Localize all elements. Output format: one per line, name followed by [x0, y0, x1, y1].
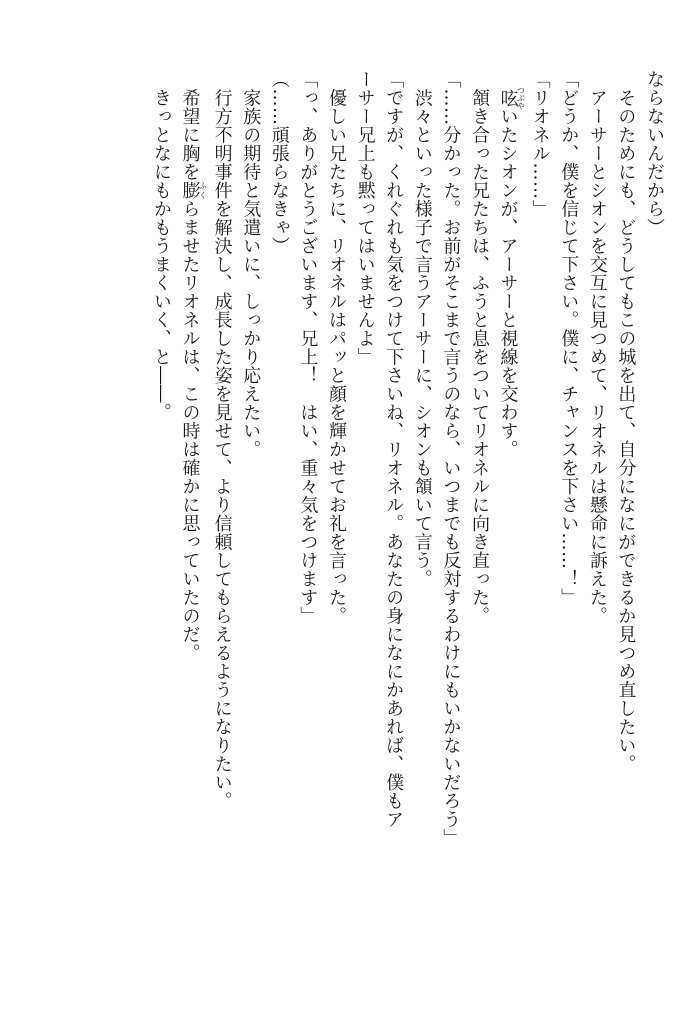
ruby-reading-tsubuya: つぶや: [516, 85, 526, 110]
ruby-reading-fuku: ふく: [198, 181, 208, 200]
text-line-8: 「……分かった。お前がそこまで言うのなら、いつまでも反対するわけにもいかないだろう」: [440, 70, 462, 847]
text-line-12: 優しい兄たちに、リオネルはパッと顔を輝かせてお礼を言った。: [325, 70, 347, 625]
ruby-base-fuku: 膨: [179, 181, 201, 200]
vertical-text-block: [146, 70, 668, 950]
text-line-11: ーサー兄上も黙ってはいませんよ」: [354, 70, 376, 366]
text-line-3: アーサーとシオンを交互に見つめて、リオネルは懸命に訴えた。: [586, 70, 608, 625]
text-line-5: 「リオネル……」: [529, 70, 551, 218]
text-line-9: 渋々といった様子で言うアーサーに、シオンも頷いて言う。: [411, 70, 433, 588]
text-line-2: そのためにも、どうしてもこの城を出て、自分になにができるか見つめ直したい。: [615, 70, 637, 773]
text-line-4: 「どうか、僕を信じて下さい。僕に、チャンスを下さい……！」: [558, 70, 580, 607]
ruby-base-tsubuya: 呟: [497, 85, 519, 110]
text-line-18: きっとなにもかもうまくいく、と――。: [150, 70, 172, 422]
text-line-17: [175, 70, 207, 950]
text-line-10: 「ですが、くれぐれも気をつけて下さいね、リオネル。あなたの身になにかあれば、僕もア: [383, 70, 405, 829]
text-line-14: （……頑張らなきゃ）: [268, 70, 290, 255]
text-line-13: 「っ、ありがとうございます、兄上！ はい、重々気をつけます」: [297, 70, 319, 625]
ruby-fuku: [179, 181, 208, 200]
text-line-7: 頷き合った兄たちは、ふうと息をついてリオネルに向き直った。: [468, 70, 490, 625]
text-line-17-rest: らませたリオネルは、この時は確かに思っていたのだ。: [179, 199, 201, 662]
ruby-tsubuya: [497, 85, 526, 110]
text-line-6-rest: いたシオンが、アーサーと視線を交わす。: [497, 107, 519, 459]
text-line-16: 行方不明事件を解決し、成長した姿を見せて、より信頼してもらえるようになりたい。: [211, 70, 233, 810]
text-line-15: 家族の期待と気遣いに、しっかり応えたい。: [240, 70, 262, 459]
text-line-1: ならないんだから）: [644, 70, 665, 237]
text-line-17-start: 希望に胸を: [179, 70, 201, 181]
text-line-6: [493, 70, 525, 950]
